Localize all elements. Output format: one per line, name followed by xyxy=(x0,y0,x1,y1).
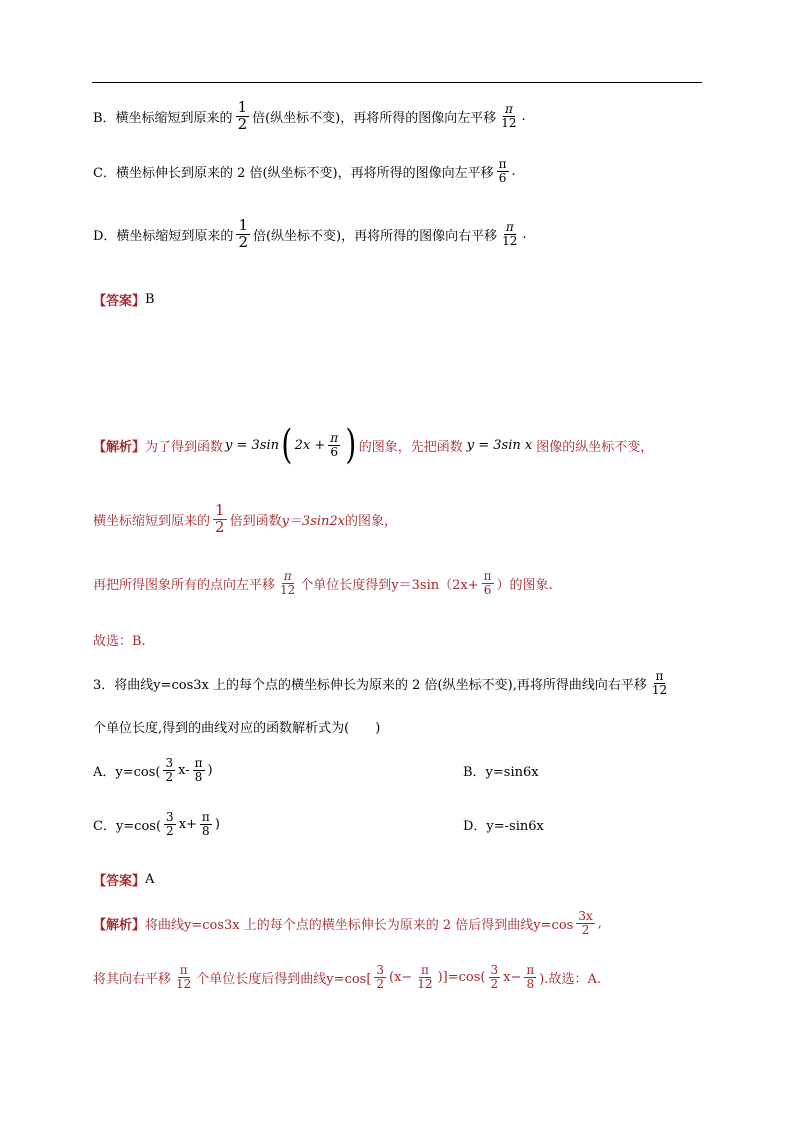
formula: y = 3sin x xyxy=(466,437,533,453)
q2-analysis-line-4: 故选：B. xyxy=(93,634,146,649)
question-text: 3．将曲线y=cos3x 上的每个点的横坐标伸长为原来的 2 倍(纵坐标不变),再将所得曲线向右平移 xyxy=(93,677,647,693)
option-c-text: C．横坐标伸长到原来的 2 倍(纵坐标不变)，再将所得的图像向左平移 xyxy=(93,165,494,181)
formula: y＝3sin（2x+ xyxy=(391,577,479,593)
fraction: $\frac{\pi}{12}$ xyxy=(176,963,192,991)
fraction: $\frac{\pi}{12}$ xyxy=(417,963,433,991)
fraction: $\frac{3}{2}$ xyxy=(166,810,174,838)
answer-label: 【答案】 xyxy=(93,294,146,309)
fraction: $\frac{\pi}{12}$ xyxy=(502,220,518,248)
q2-analysis-line-1: 【解析】 为了得到函数 y = 3sin ( 2x + $\frac{\pi}{6}$ ) 的图象，先把函数 y = 3sin x 图像的纵坐标不变， xyxy=(93,422,654,468)
q2-option-b: B．横坐标缩短到原来的 $\frac{1}{2}$ 倍(纵坐标不变)，再将所得的图像向左平移 $\frac{\pi}{12}$ . xyxy=(93,98,526,133)
q2-analysis-line-2: 横坐标缩短到原来的 $\frac{1}{2}$ 倍到函数 y＝3sin2x 的图象， xyxy=(93,501,398,536)
fraction: $\frac{\pi}{6}$ xyxy=(498,157,507,185)
q2-option-d: D．横坐标缩短到原来的 $\frac{1}{2}$ 倍(纵坐标不变)，再将所得的图像向右平移 $\frac{\pi}{12}$ . xyxy=(93,216,527,251)
q3-stem-line-1 xyxy=(93,670,672,696)
q2-answer xyxy=(93,290,155,309)
header-rule xyxy=(92,82,702,83)
fraction: $\frac{\pi}{8}$ xyxy=(201,810,210,838)
fraction: $\frac{3}{2}$ xyxy=(376,963,385,991)
fraction: $\frac{\pi}{12}$ xyxy=(280,569,296,597)
option-d-text: D．y=-sin6x xyxy=(463,818,544,834)
q3-options-row-2: C．y=cos( $\frac{3}{2}$ x+ $\frac{\pi}{8}$ ) D．y=-sin6x xyxy=(93,810,544,838)
q2-analysis-line-3: 再把所得图象所有的点向左平移 $\frac{\pi}{12}$ 个单位长度得到 y＝3sin（2x+ $\frac{\pi}{6}$ ）的图象. xyxy=(93,569,553,597)
answer-label: 【答案】 xyxy=(93,874,146,889)
formula: y = 3sin xyxy=(225,437,280,453)
q2-option-c: C．横坐标伸长到原来的 2 倍(纵坐标不变)，再将所得的图像向左平移 $\frac{\pi}{6}$ . xyxy=(93,157,516,185)
fraction: $\frac{3}{2}$ xyxy=(490,963,499,991)
option-b-text: B．横坐标缩短到原来的 xyxy=(93,110,233,126)
right-paren: ) xyxy=(345,422,357,468)
q3-analysis-line-1: 【解析】 将曲线y=cos3x 上的每个点的横坐标伸长为原来的 2 倍后得到曲线y=cos $\frac{3x}{2}$ , xyxy=(93,909,602,937)
option-a-text: A．y=cos( xyxy=(93,764,161,780)
fraction: $\frac{\pi}{6}$ xyxy=(483,569,492,597)
analysis-label: 【解析】 xyxy=(93,917,146,933)
fraction: $\frac{\pi}{12}$ xyxy=(651,669,668,697)
question-text: 个单位长度,得到的曲线对应的函数解析式为( ) xyxy=(93,721,381,736)
analysis-label: 【解析】 xyxy=(93,439,146,455)
q3-stem-line-2 xyxy=(93,717,380,736)
answer-value: B xyxy=(145,292,155,307)
formula: y＝3sin2x xyxy=(281,513,345,529)
option-c-text: C．y=cos( xyxy=(93,818,162,834)
answer-value: A xyxy=(145,872,155,887)
fraction: $\frac{\pi}{12}$ xyxy=(501,102,517,130)
option-d-text: D．横坐标缩短到原来的 xyxy=(93,228,234,244)
q3-answer xyxy=(93,870,154,889)
fraction: $\frac{\pi}{6}$ xyxy=(330,430,339,459)
fraction: $\frac{\pi}{8}$ xyxy=(194,756,203,784)
fraction: $\frac{1}{2}$ xyxy=(238,216,248,251)
fraction: $\frac{1}{2}$ xyxy=(237,98,248,133)
fraction: $\frac{1}{2}$ xyxy=(215,501,225,536)
fraction: $\frac{3x}{2}$ xyxy=(578,909,593,937)
fraction: $\frac{3}{2}$ xyxy=(165,756,174,784)
fraction: $\frac{\pi}{8}$ xyxy=(526,963,535,991)
option-b-text: B．y=sin6x xyxy=(463,764,539,780)
q3-analysis-line-2: 将其向右平移 $\frac{\pi}{12}$ 个单位长度后得到曲线y=cos[ $\frac{3}{2}$ (x− $\frac{\pi}{12}$ )]=cos( $\frac{3}{2}$ x− $\frac{\pi}{8}$ ).故选：A. xyxy=(93,963,601,991)
q3-options-row-1: A．y=cos( $\frac{3}{2}$ x- $\frac{\pi}{8}$ ) B．y=sin6x xyxy=(93,756,539,784)
left-paren: ( xyxy=(281,422,293,468)
